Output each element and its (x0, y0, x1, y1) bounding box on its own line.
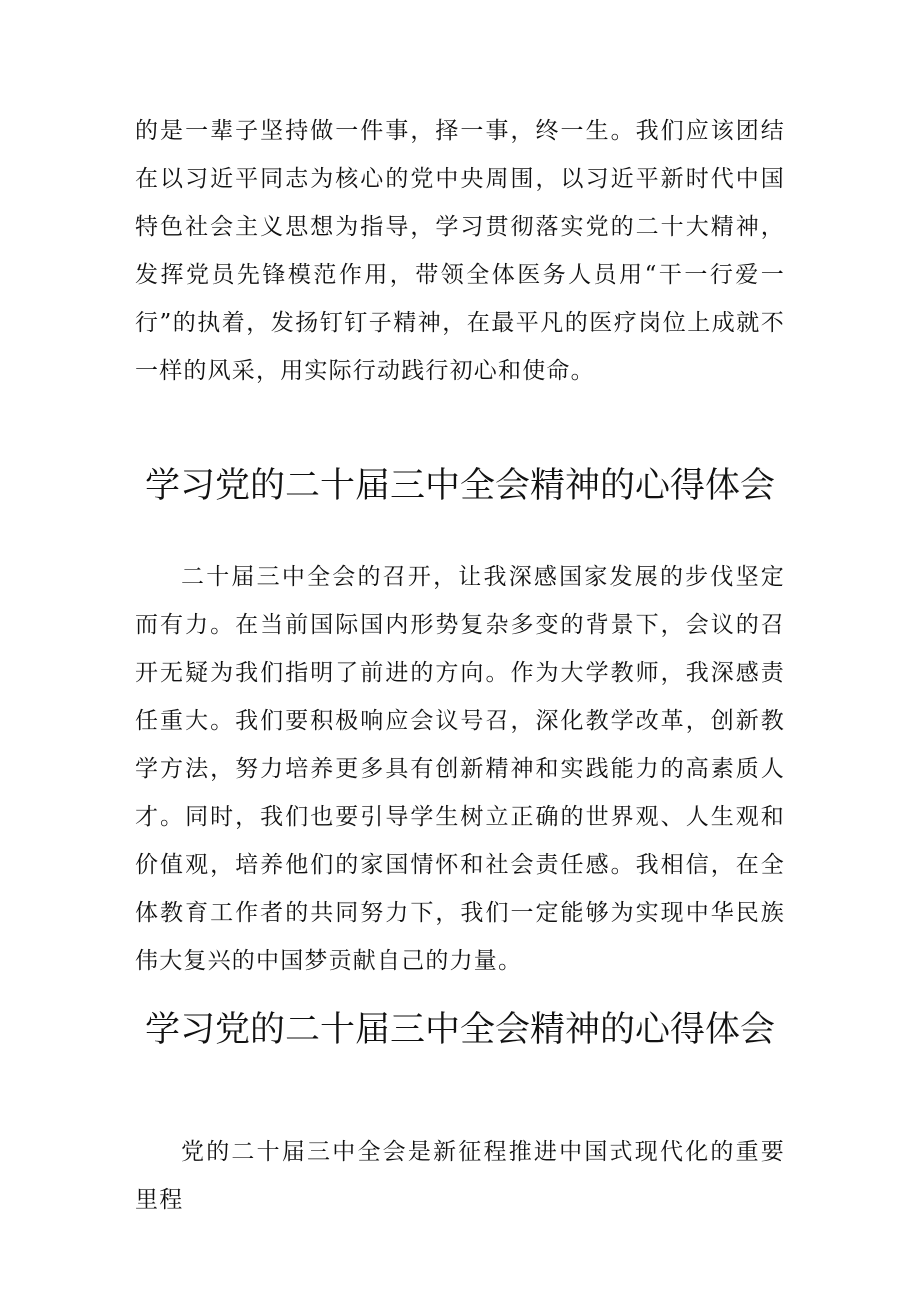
body-paragraph-section-1: 二十届三中全会的召开，让我深感国家发展的步伐坚定而有力。在当前国际国内形势复杂多变的背景下，会议的召开无疑为我们指明了前进的方向。作为大学教师，我深感责任重大。我们要积极响应会议号召，深化教学改革，创新教学方法，努力培养更多具有创新精神和实践能力的高素质人才。同时，我们也要引导学生树立正确的世界观、人生观和价值观，培养他们的家国情怀和社会责任感。我相信，在全体教育工作者的共同努力下，我们一定能够为实现中华民族伟大复兴的中国梦贡献自己的力量。 (135, 564, 785, 974)
body-paragraph-continued: 的是一辈子坚持做一件事，择一事，终一生。我们应该团结在以习近平同志为核心的党中央周围，以习近平新时代中国特色社会主义思想为指导，学习贯彻落实党的二十大精神，发挥党员先锋模范作用，带领全体医务人员用“干一行爱一行”的执着，发扬钉钉子精神，在最平凡的医疗岗位上成就不一样的风采，用实际行动践行初心和使命。 (135, 118, 785, 384)
section-heading-2: 学习党的二十届三中全会精神的心得体会 (144, 1010, 775, 1050)
body-paragraph-section-2: 党的二十届三中全会是新征程推进中国式现代化的重要里程 (135, 1139, 785, 1213)
section-heading-1: 学习党的二十届三中全会精神的心得体会 (144, 466, 775, 506)
